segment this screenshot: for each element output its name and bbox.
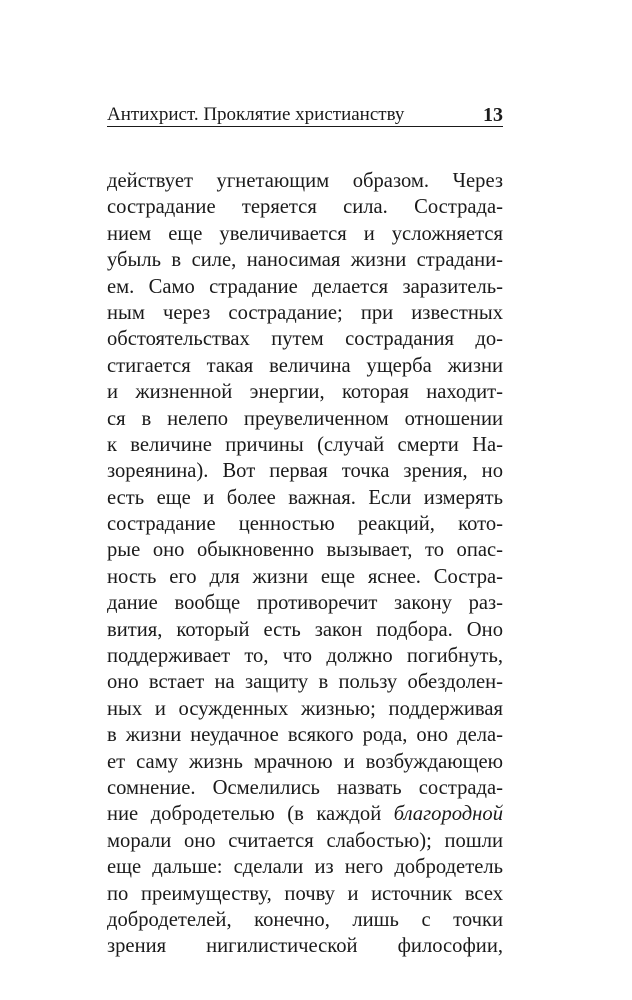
text-line: вития, который есть закон подбора. Оно — [107, 618, 503, 641]
text-line: сострадание ценностью реакций, кото- — [107, 513, 503, 536]
text-line: дание вообще противоречит закону раз- — [107, 592, 503, 615]
text-line: нием еще увеличивается и усложняется — [107, 222, 503, 245]
text-line: и жизненной энергии, которая находит- — [107, 381, 503, 404]
text-line: ет саму жизнь мрачною и возбуждающею — [107, 750, 503, 773]
text-line: убыль в силе, наносимая жизни страдани- — [107, 249, 503, 272]
text-segment: ние добродетелью (в каждой — [107, 803, 394, 826]
text-line-with-italic — [107, 801, 503, 827]
text-line: стигается такая величина ущерба жизни — [107, 354, 503, 377]
text-line: ся в нелепо преувеличенном отношении — [107, 407, 503, 430]
text-line: зореянина). Вот первая точка зрения, но — [107, 460, 503, 483]
text-line: зрения нигилистической философии, — [107, 935, 503, 958]
text-line: рые оно обыкновенно вызывает, то опас- — [107, 539, 503, 562]
text-line: ем. Само страдание делается заразитель- — [107, 275, 503, 298]
text-line: ным через сострадание; при известных — [107, 301, 503, 324]
text-line: оно встает на защиту в пользу обездолен- — [107, 671, 503, 694]
text-line: еще дальше: сделали из него добродетель — [107, 856, 503, 879]
text-line: обстоятельствах путем сострадания до- — [107, 328, 503, 351]
text-line: морали оно считается слабостью); пошли — [107, 829, 503, 852]
text-line: к величине причины (случай смерти На- — [107, 433, 503, 456]
text-line: ность его для жизни еще яснее. Сострa- — [107, 565, 503, 588]
header-divider — [107, 126, 503, 127]
text-line: есть еще и более важная. Если измерять — [107, 486, 503, 509]
text-line: сострадание теряется сила. Сострада- — [107, 196, 503, 219]
text-line: добродетелей, конечно, лишь с точки — [107, 908, 503, 931]
text-line: в жизни неудачное всякого рода, оно дела- — [107, 724, 503, 747]
text-line: сомнение. Осмелились назвать сострада- — [107, 776, 503, 799]
italic-word: благородной — [393, 803, 503, 826]
page-number: 13 — [483, 104, 503, 126]
book-title: Антихрист. Проклятие христианству — [107, 104, 405, 125]
text-line: ных и осужденных жизнью; поддерживая — [107, 697, 503, 720]
running-header — [107, 96, 503, 126]
text-line: по преимуществу, почву и источник всех — [107, 882, 503, 905]
body-text — [107, 168, 503, 960]
text-line: поддерживает то, что должно погибнуть, — [107, 645, 503, 668]
text-line: действует угнетающим образом. Через — [107, 170, 503, 192]
